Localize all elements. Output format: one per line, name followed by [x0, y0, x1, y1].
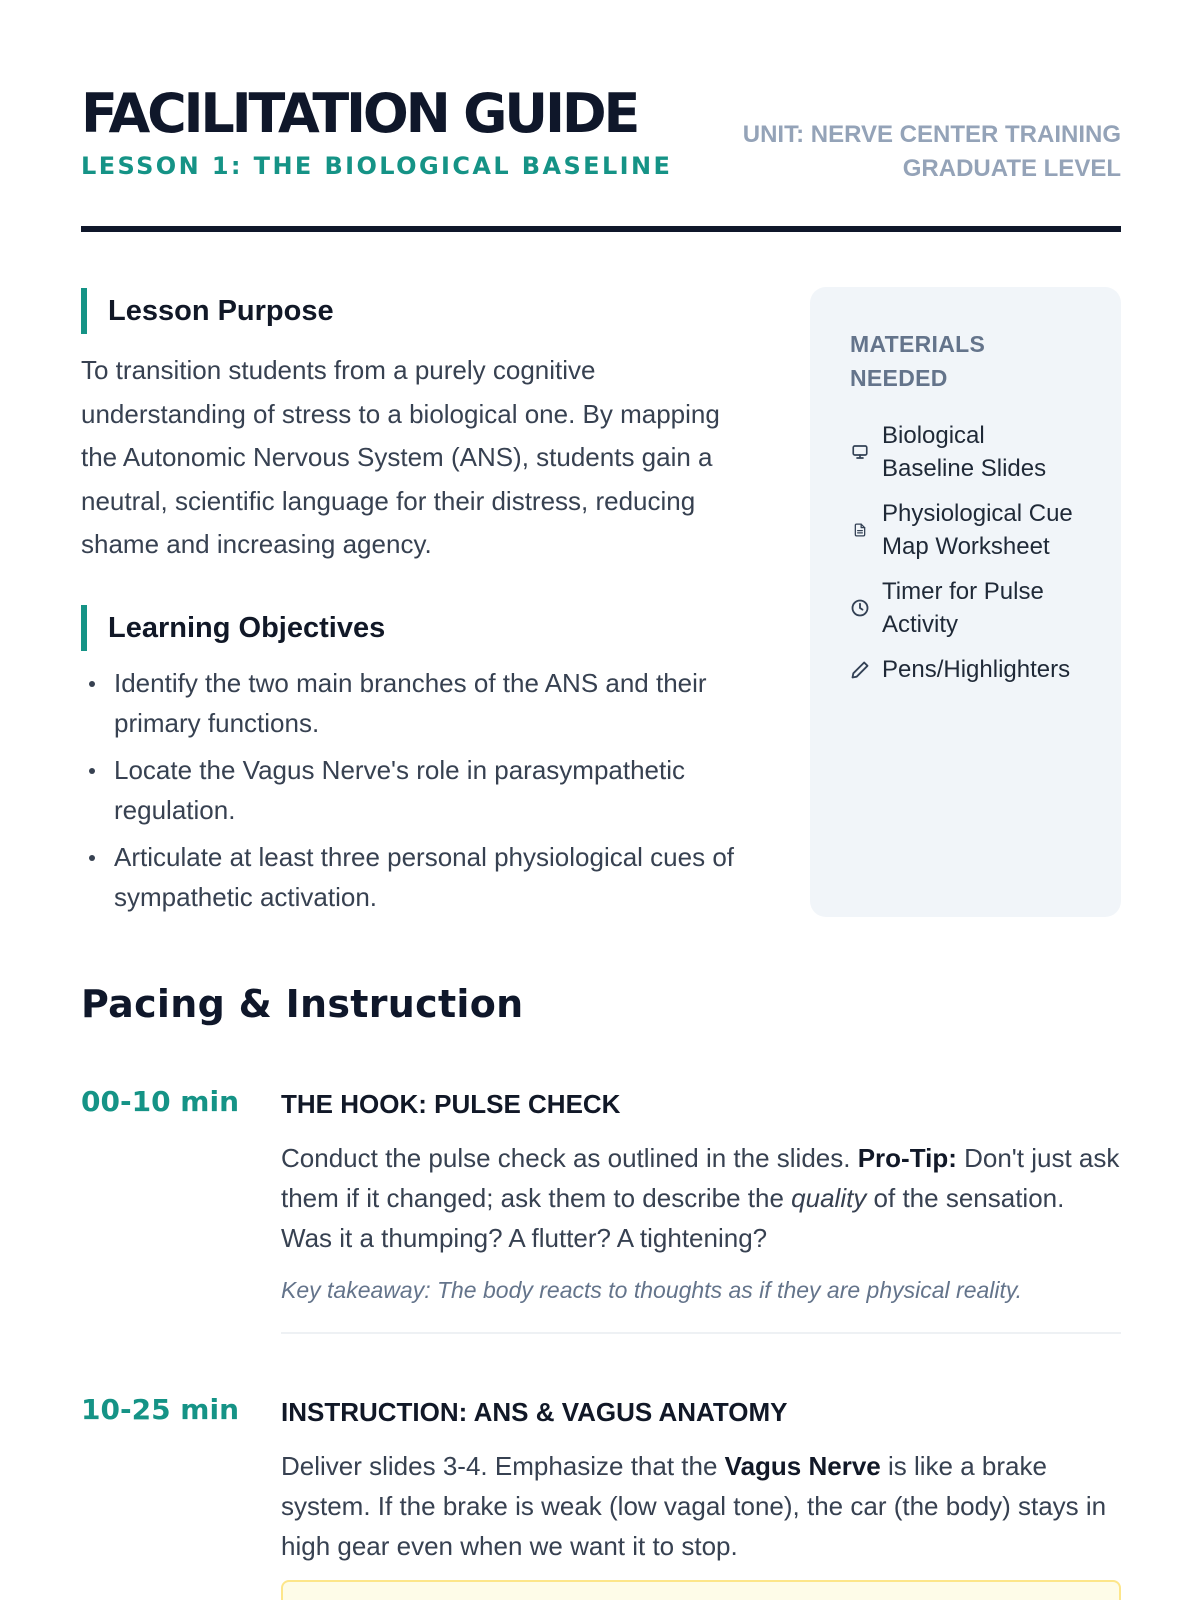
section-accent-bar	[81, 605, 87, 651]
pacing-heading: Pacing & Instruction	[81, 982, 524, 1026]
pacing-block-title: INSTRUCTION: ANS & VAGUS ANATOMY	[281, 1397, 788, 1427]
material-item	[850, 575, 1101, 641]
lesson-subtitle: LESSON 1: THE BIOLOGICAL BASELINE	[81, 152, 673, 180]
text-span: Conduct the pulse check as outlined in the slides.	[281, 1143, 858, 1173]
time-range: 10-25 min	[81, 1393, 240, 1426]
text-span: Deliver slides 3-4. Emphasize that the	[281, 1451, 725, 1481]
pro-tip-label: Pro-Tip:	[857, 1143, 957, 1173]
pacing-block-text	[281, 1138, 1121, 1258]
learning-objectives-heading	[81, 605, 385, 651]
vagus-nerve-label: Vagus Nerve	[724, 1451, 881, 1481]
section-title: Lesson Purpose	[108, 294, 334, 327]
material-label	[882, 419, 1046, 485]
section-title: Learning Objectives	[108, 611, 386, 644]
material-label-line: Map Worksheet	[882, 533, 1050, 560]
material-item	[850, 653, 1101, 686]
text-span: of the sensation. Was it a thumping? A flutter? A tightening?	[281, 1183, 1065, 1253]
list-item: Articulate at least three personal physiological cues of sympathetic activation.	[81, 837, 761, 917]
highlight-callout-box	[281, 1580, 1121, 1600]
guide-header	[81, 82, 1121, 232]
material-label-line: Biological	[882, 422, 985, 449]
pencil-icon	[850, 660, 870, 680]
material-item	[850, 497, 1101, 563]
material-label-line: Baseline Slides	[882, 455, 1047, 482]
text-span: Don't just ask them if it changed; ask them to describe the	[281, 1143, 1120, 1213]
lesson-purpose-heading	[81, 288, 334, 334]
pacing-block-title: THE HOOK: PULSE CHECK	[281, 1089, 621, 1119]
materials-heading-line: MATERIALS	[850, 331, 986, 357]
pacing-block-content	[281, 1085, 1121, 1334]
material-label-line: Activity	[882, 611, 959, 638]
material-label	[882, 575, 1044, 641]
time-range: 00-10 min	[81, 1085, 240, 1118]
key-takeaway: Key takeaway: The body reacts to thoughts as if they are physical reality.	[281, 1277, 1023, 1303]
text-span: is like a brake system. If the brake is weak (low vagal tone), the car (the body) stays in high gear even when we want it to stop.	[281, 1451, 1107, 1561]
material-label	[882, 497, 1073, 563]
page-title: FACILITATION GUIDE	[81, 82, 638, 145]
section-accent-bar	[81, 288, 87, 334]
list-item: Locate the Vagus Nerve's role in parasympathetic regulation.	[81, 750, 761, 830]
pacing-block-content	[281, 1393, 1121, 1566]
monitor-icon	[850, 442, 870, 462]
unit-label	[743, 118, 1121, 186]
materials-list	[850, 419, 1101, 686]
block-divider	[281, 1332, 1121, 1334]
materials-heading	[850, 327, 1101, 395]
level-line: GRADUATE LEVEL	[902, 155, 1121, 182]
emphasis-text: quality	[791, 1183, 867, 1213]
material-label-line: Physiological Cue	[882, 500, 1073, 527]
material-label-line: Pens/Highlighters	[882, 656, 1071, 683]
lesson-purpose-text: To transition students from a purely cognitive understanding of stress to a biological one. By mapping the Autonomic Nervous System (ANS), students gain a neutral, scientific language for their distress, reducing shame and increasing agency.	[81, 355, 720, 559]
list-item: Identify the two main branches of the ANS and their primary functions.	[81, 663, 761, 743]
material-item	[850, 419, 1101, 485]
unit-line: UNIT: NERVE CENTER TRAINING	[742, 121, 1121, 148]
materials-panel	[810, 287, 1121, 917]
clock-icon	[850, 598, 870, 618]
material-label-line: Timer for Pulse	[882, 578, 1044, 605]
header-divider	[81, 226, 1121, 232]
pacing-block-text	[281, 1446, 1121, 1566]
document-icon	[850, 520, 870, 540]
materials-heading-line: NEEDED	[850, 365, 948, 391]
material-label	[882, 653, 1070, 686]
objectives-list	[81, 663, 761, 924]
